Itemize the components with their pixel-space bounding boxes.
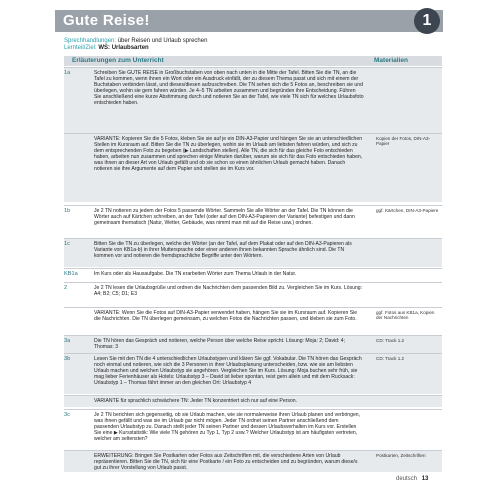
page-number: 13 [421,476,429,482]
meta-line-2 [64,45,149,52]
row-text: Je 2 TN notieren zu jedem der Fotos 5 passende Wörter. Sammeln Sie alle Wörter an der Tafel. Die TN können die Wörter auch auf Kärtchen schreiben, an der Tafel (oder auf den DIN-A3-Papieren der Variante) befestigen und dann gemeinsam thematisch (Natur, Wetter, Gebäude, was nimmt man mit auf die Reise usw.) ordnen. [94,208,355,227]
row-materials: Kopien der Fotos, DIN-A3-Papier [376,136,431,147]
table-row [64,409,442,449]
table-row [64,450,442,472]
row-text: Je 2 TN lesen die Urlaubsgrüße und ordnen die Nachrichten dem passenden Bild zu. Vergleichen Sie im Kurs. Lösung: A4; B2; C5; D1; E3 [94,285,363,298]
row-id: 1a [64,70,71,76]
meta-key-1: Sprechhandlungen: [64,38,117,44]
row-materials: ggf. Kärtchen, DIN-A3-Papiere [376,208,439,213]
column-header-materials: Materialien [374,57,408,64]
meta-val-1: über Reisen und Urlaub sprechen [117,38,208,44]
table-row [64,353,442,394]
row-text: Schreiben Sie GUTE REISE in Großbuchstaben von oben nach unten in die Mitte der Tafel. Bitten Sie die TN, an die Tafel zu kommen, wenn ihnen ein Wort oder ein Ausdruck einfällt, der zu diesem Thema passt und sich mit einem der Buchstaben verbinden lässt, und dieses/diesen aufzuschreiben. Die TN sehen sich die 5 Fotos an, beschreiben sie und überlegen, wohin sie gern fahren würden. Je 4–5 TN arbeiten zusammen und begründen ihre Entscheidung. Führen Sie anschließend eine kurze Abstimmung durch und notieren Sie an der Tafel, wie viele TN sich für welches Urlaubsfoto entschieden haben. [94,70,364,107]
row-id: 3a [64,338,71,344]
table-row [64,395,442,407]
row-text: VARIANTE für sprachlich schwächere TN: Jeder TN konzentriert sich nur auf eine Person. [94,398,297,404]
column-header-explanations: Erläuterungen zum Unterricht [72,57,164,64]
table-row [64,238,442,267]
row-text: ERWEITERUNG: Bringen Sie Postkarten oder Fotos aus Zeitschriften mit, die verschiedene Arten von Urlaub repräsentieren. Bitten Sie die TN, sich für eine Postkarte / ein Foto zu entscheiden und zu begründen, warum diese/s gut zu ihrer Vorstellung von Urlaub passt. [94,453,358,472]
row-id: KB1a [64,271,78,277]
row-materials: CD: Track 1.2 [376,338,405,343]
table-row [64,268,442,280]
row-id: 3c [64,412,70,418]
row-text: Lesen Sie mit den TN die 4 unterschiedlichen Urlaubstypen und klären Sie ggf. Vokabular. Die TN hören das Gespräch noch einmal und notieren, wie sich die 3 Personen in ihrer Urlaubsplanung unterscheiden, bzw. wie sie am liebsten Urlaub machen und welchen Urlaubstyp sie angehören. Vergleichen Sie im Kurs. Lösung: Moja buchen sehr früh, sie mag lieber Ferienhäuser als Hotels: Urlaubstyp 3 – David ist lieber spontan, reist gern allein und mit dem Rucksack: Urlaubstyp 1 – Thomas fährt immer an den gleichen Ort: Urlaubstyp 4 [94,356,362,387]
table-row [64,307,442,333]
row-id: 1b [64,208,71,214]
row-id: 1c [64,241,70,247]
row-id: 2 [64,285,68,291]
row-text: Im Kurs oder als Hausaufgabe. Die TN erarbeiten Wörter zum Thema Urlaub in der Natur. [94,271,297,277]
table-row [64,282,442,306]
row-materials: ggf. Fotos aus KB1a, Kopien der Nachrichten [376,310,435,321]
table-row [64,205,442,237]
row-id: 3b [64,356,71,362]
row-text: Je 2 TN berichten sich gegenseitig, ob sie Urlaub machen, wie sie normalerweise ihren Urlaub planen und verbringen, was ihnen gefällt und was sie im Urlaub gar nicht mögen. Jeder TN ordnet seinen Partner anschließend dem passenden Urlaubstyp zu. Danach stellt jeder TN seinen Partner und dessen Urlaubsverhalten im Kurs vor. Erstellen Sie eine ▶ Kursstatistik: Wie viele TN gehören zu Typ 1, Typ 2 usw.? Welcher Urlaubstyp ist am häufigsten vertreten, welcher am seltensten? [94,412,361,443]
meta-val-2: WS: Urlaubsarten [98,45,149,51]
row-text: VARIANTE: Wenn Sie die Fotos auf DIN-A3-Papier verwendet haben, hängen Sie sie im Kursraum auf. Kopieren Sie die Nachrichten. Die TN überlegen gemeinsam, zu welchen Fotos die Nachrichten passen, und kleben sie zum Foto. [94,310,358,323]
footer-label: deutsch [396,476,418,482]
chapter-header [55,10,443,32]
chapter-number-badge: 1 [414,8,440,34]
row-text: Bitten Sie die TN zu überlegen, welche der Wörter (an der Tafel, auf dem Plakat oder auf den DIN-A3-Papieren als Variante von KB1a-b) in ihrer Muttersprache oder einer anderen ihnen bekannten Sprache ähnlich sind. Die TN kommen vor und notieren die fremdsprachliche Begriffe unter den Wörtern. [94,241,352,260]
row-text: Die TN hören das Gespräch und notieren, welche Person über welche Reise spricht. Lösung: Moja: 2; David: 4; Thomas: 3 [94,338,346,351]
table-row [64,67,442,133]
meta-line-1 [64,38,207,45]
table-header [64,56,442,66]
table-row [64,133,442,202]
row-text: VARIANTE: Kopieren Sie die 5 Fotos, kleben Sie sie auf je ein DIN-A3-Papier und hängen Sie sie an unterschiedlichen Stellen im Kursraum auf. Bitten Sie die TN zu überlegen, wohin sie im Urlaub am liebsten fahren würden, und sich zu dem entsprechenden Foto zu begeben (▶ Landschaften stellen). Alle TN, die sich für das gleiche Foto entschieden haben, arbeiten nun zusammen und sprechen einige Minuten darüber, warum sie sich für das Foto entschieden haben, was ihnen an dieser Art von Urlaub gefällt und ob sie schon so einen ähnlichen Urlaub gemacht haben. Danach notieren sie ihre Argumente auf dem Papier und stellen sie im Kurs vor. [94,136,363,173]
meta-key-2: Lernteil/Ziel: [64,45,97,51]
table-row [64,335,442,353]
row-materials: Postkarten, Zeitschriften [376,453,426,458]
page-footer [396,476,428,482]
row-materials: CD: Track 1.2 [376,356,405,361]
chapter-title: Gute Reise! [63,12,150,29]
